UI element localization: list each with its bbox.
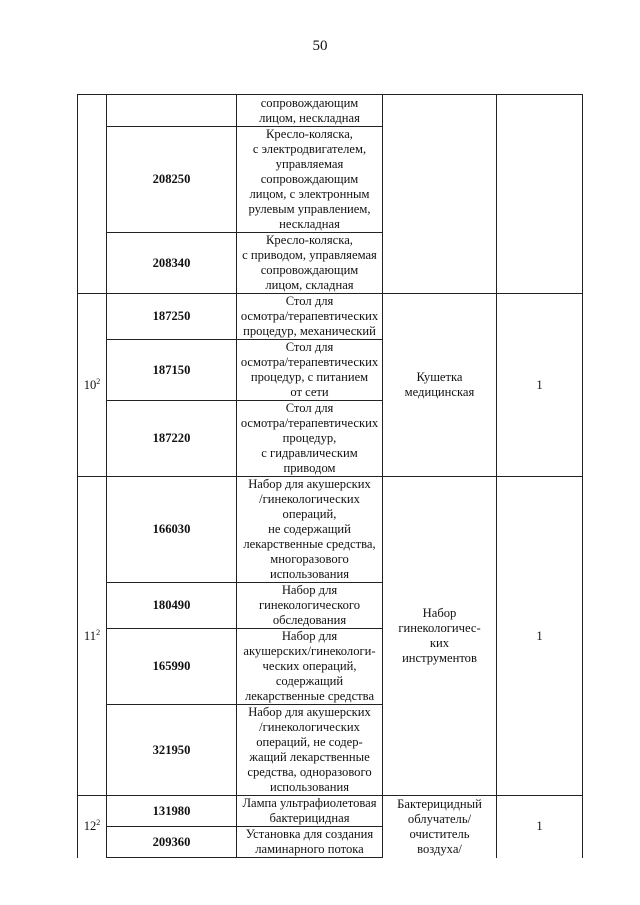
group-quantity: 1 <box>497 796 583 858</box>
page-number: 50 <box>312 38 328 54</box>
table-row <box>78 294 583 340</box>
group-number: $10^2$ <box>78 294 107 477</box>
item-name: Стол для осмотра/терапевтических процедур, с гидравлическим приводом <box>237 401 383 477</box>
equipment-table <box>77 94 583 858</box>
group-name: Набор гинекологичес- ких инструментов <box>383 477 497 796</box>
item-code <box>107 95 237 127</box>
item-name: Стол для осмотра/терапевтических процедур, механический <box>237 294 383 340</box>
item-name: Стол для осмотра/терапевтических процедур, с питанием от сети <box>237 340 383 401</box>
item-code: 131980 <box>107 796 237 827</box>
group-number: $12^2$ <box>78 796 107 858</box>
group-number: $11^2$ <box>78 477 107 796</box>
item-name: Лампа ультрафиолетовая бактерицидная <box>237 796 383 827</box>
item-code: 321950 <box>107 705 237 796</box>
group-number <box>78 95 107 294</box>
item-code: 187220 <box>107 401 237 477</box>
item-name: сопровождающим лицом, нескладная <box>237 95 383 127</box>
item-code: 165990 <box>107 629 237 705</box>
item-code: 209360 <box>107 827 237 858</box>
group-name <box>383 95 497 294</box>
item-name: Установка для создания ламинарного потока <box>237 827 383 858</box>
group-quantity: 1 <box>497 294 583 477</box>
item-name: Кресло-коляска, с электродвигателем, управляемая сопровождающим лицом, с электронным рулевым управлением, нескладная <box>237 127 383 233</box>
item-code: 187150 <box>107 340 237 401</box>
group-quantity <box>497 95 583 294</box>
table-row <box>78 477 583 583</box>
group-name: Бактерицидный облучатель/ очиститель воздуха/ <box>383 796 497 858</box>
table-row <box>78 796 583 827</box>
item-code: 208340 <box>107 233 237 294</box>
item-name: Кресло-коляска, с приводом, управляемая сопровождающим лицом, складная <box>237 233 383 294</box>
item-code: 187250 <box>107 294 237 340</box>
item-code: 180490 <box>107 583 237 629</box>
item-name: Набор для акушерских/гинекологи- ческих операций, содержащий лекарственные средства <box>237 629 383 705</box>
group-name: Кушетка медицинская <box>383 294 497 477</box>
item-code: 208250 <box>107 127 237 233</box>
item-name: Набор для акушерских /гинекологических операций, не содержащий лекарственные средства, многоразового использования <box>237 477 383 583</box>
item-name: Набор для гинекологического обследования <box>237 583 383 629</box>
table-row <box>78 95 583 127</box>
item-code: 166030 <box>107 477 237 583</box>
group-quantity: 1 <box>497 477 583 796</box>
table-body <box>78 95 583 858</box>
item-name: Набор для акушерских /гинекологических операций, не содер- жащий лекарственные средства, одноразового использования <box>237 705 383 796</box>
